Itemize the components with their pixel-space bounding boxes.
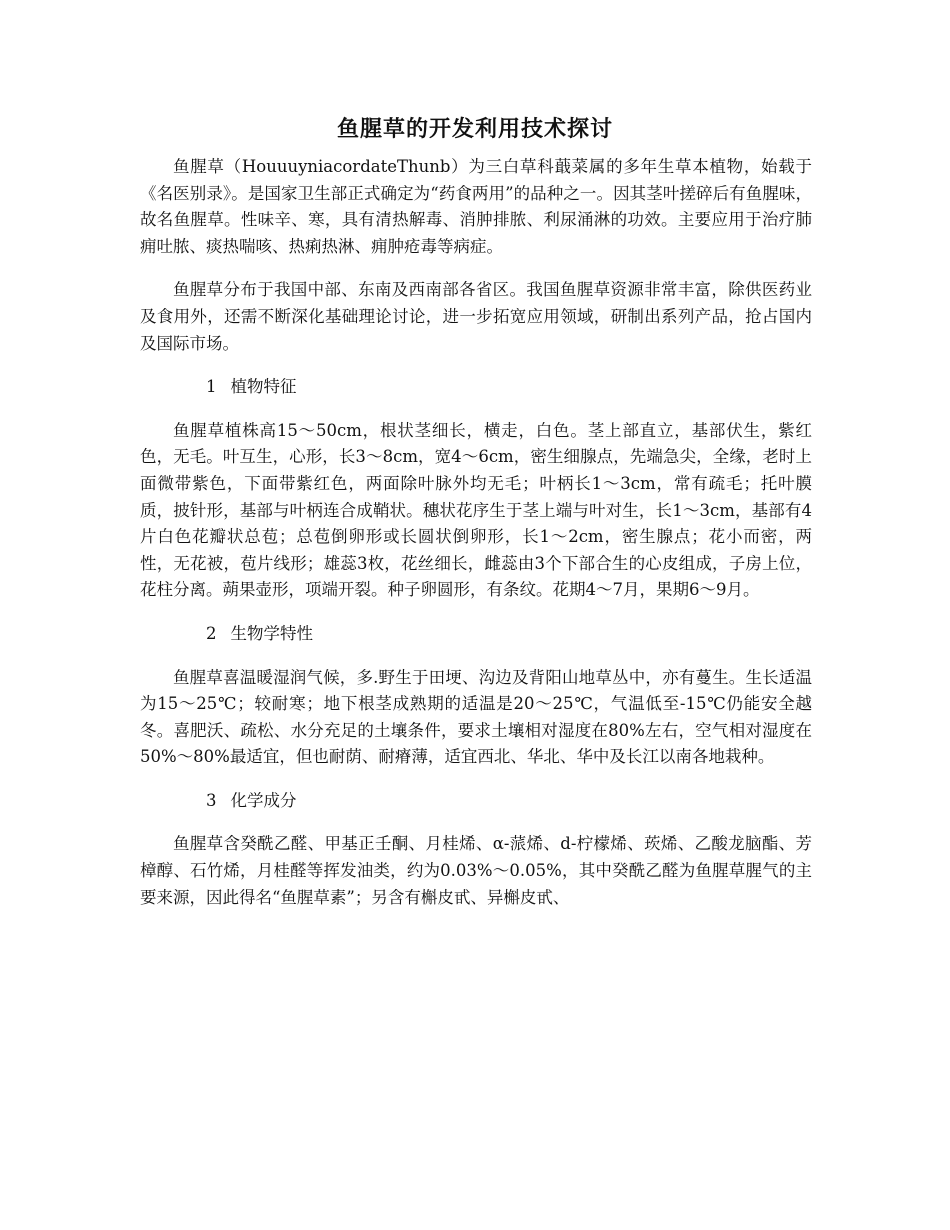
section-title: 化学成分 xyxy=(230,790,297,810)
paragraph-intro-1: 鱼腥草（HouuuyniacordateThunb）为三白草科蕺菜属的多年生草本植物，始载于《名医别录》。是国家卫生部正式确定为“药食两用”的品种之一。因其茎叶搓碎后有鱼腥味，故名鱼腥草。性味辛、寒，具有清热解毒、消肿排脓、利尿涌淋的功效。主要应用于治疗肺痈吐脓、痰热喘咳、热痢热淋、痈肿疮毒等病症。 xyxy=(140,157,812,256)
section-number: 2 xyxy=(206,623,217,643)
section-heading-2 xyxy=(140,621,812,648)
paragraph-section-2: 鱼腥草喜温暖湿润气候，多.野生于田埂、沟边及背阳山地草丛中，亦有蔓生。生长适温为15～25℃；较耐寒；地下根茎成熟期的适温是20～25℃，气温低至-15℃仍能安全越冬。喜肥沃、疏松、水分充足的土壤条件，要求土壤相对湿度在80%左右，空气相对湿度在50%～80%最适宜，但也耐荫、耐瘠薄，适宜西北、华北、华中及长江以南各地栽种。 xyxy=(140,667,812,767)
paragraph-section-3: 鱼腥草含癸酰乙醛、甲基正壬酮、月桂烯、α-蒎烯、d-柠檬烯、莰烯、乙酸龙脑酯、芳樟醇、石竹烯，月桂醛等挥发油类，约为0.03%～0.05%，其中癸酰乙醛为鱼腥草腥气的主要来源，因此得名“鱼腥草素”；另含有槲皮甙、异槲皮甙、 xyxy=(140,834,812,907)
paragraph-section-1: 鱼腥草植株高15～50cm，根状茎细长，横走，白色。茎上部直立，基部伏生，紫红色，无毛。叶互生，心形，长3～8cm，宽4～6cm，密生细腺点，先端急尖，全缘，老时上面微带紫色，下面带紫红色，两面除叶脉外均无毛；叶柄长1～3cm，常有疏毛；托叶膜质，披针形，基部与叶柄连合成鞘状。穗状花序生于茎上端与叶对生，长1～3cm，基部有4片白色花瓣状总苞；总苞倒卵形或长圆状倒卵形，长1～2cm，密生腺点；花小而密，两性，无花被，苞片线形；雄蕊3枚，花丝细长，雌蕊由3个下部合生的心皮组成，子房上位，花柱分离。蒴果壶形，项端开裂。种子卵圆形，有条纹。花期4～7月，果期6～9月。 xyxy=(140,420,812,600)
paragraph-intro-2: 鱼腥草分布于我国中部、东南及西南部各省区。我国鱼腥草资源非常丰富，除供医药业及食用外，还需不断深化基础理论讨论，进一步拓宽应用领域，研制出系列产品，抢占国内及国际市场。 xyxy=(140,280,812,353)
document-body xyxy=(140,154,812,928)
section-title: 植物特征 xyxy=(230,377,297,397)
document-title: 鱼腥草的开发利用技术探讨 xyxy=(336,116,613,142)
section-heading-3 xyxy=(140,788,812,815)
section-heading-1 xyxy=(140,374,812,401)
section-number: 1 xyxy=(206,377,217,397)
section-number: 3 xyxy=(206,790,217,810)
section-title: 生物学特性 xyxy=(230,623,313,643)
